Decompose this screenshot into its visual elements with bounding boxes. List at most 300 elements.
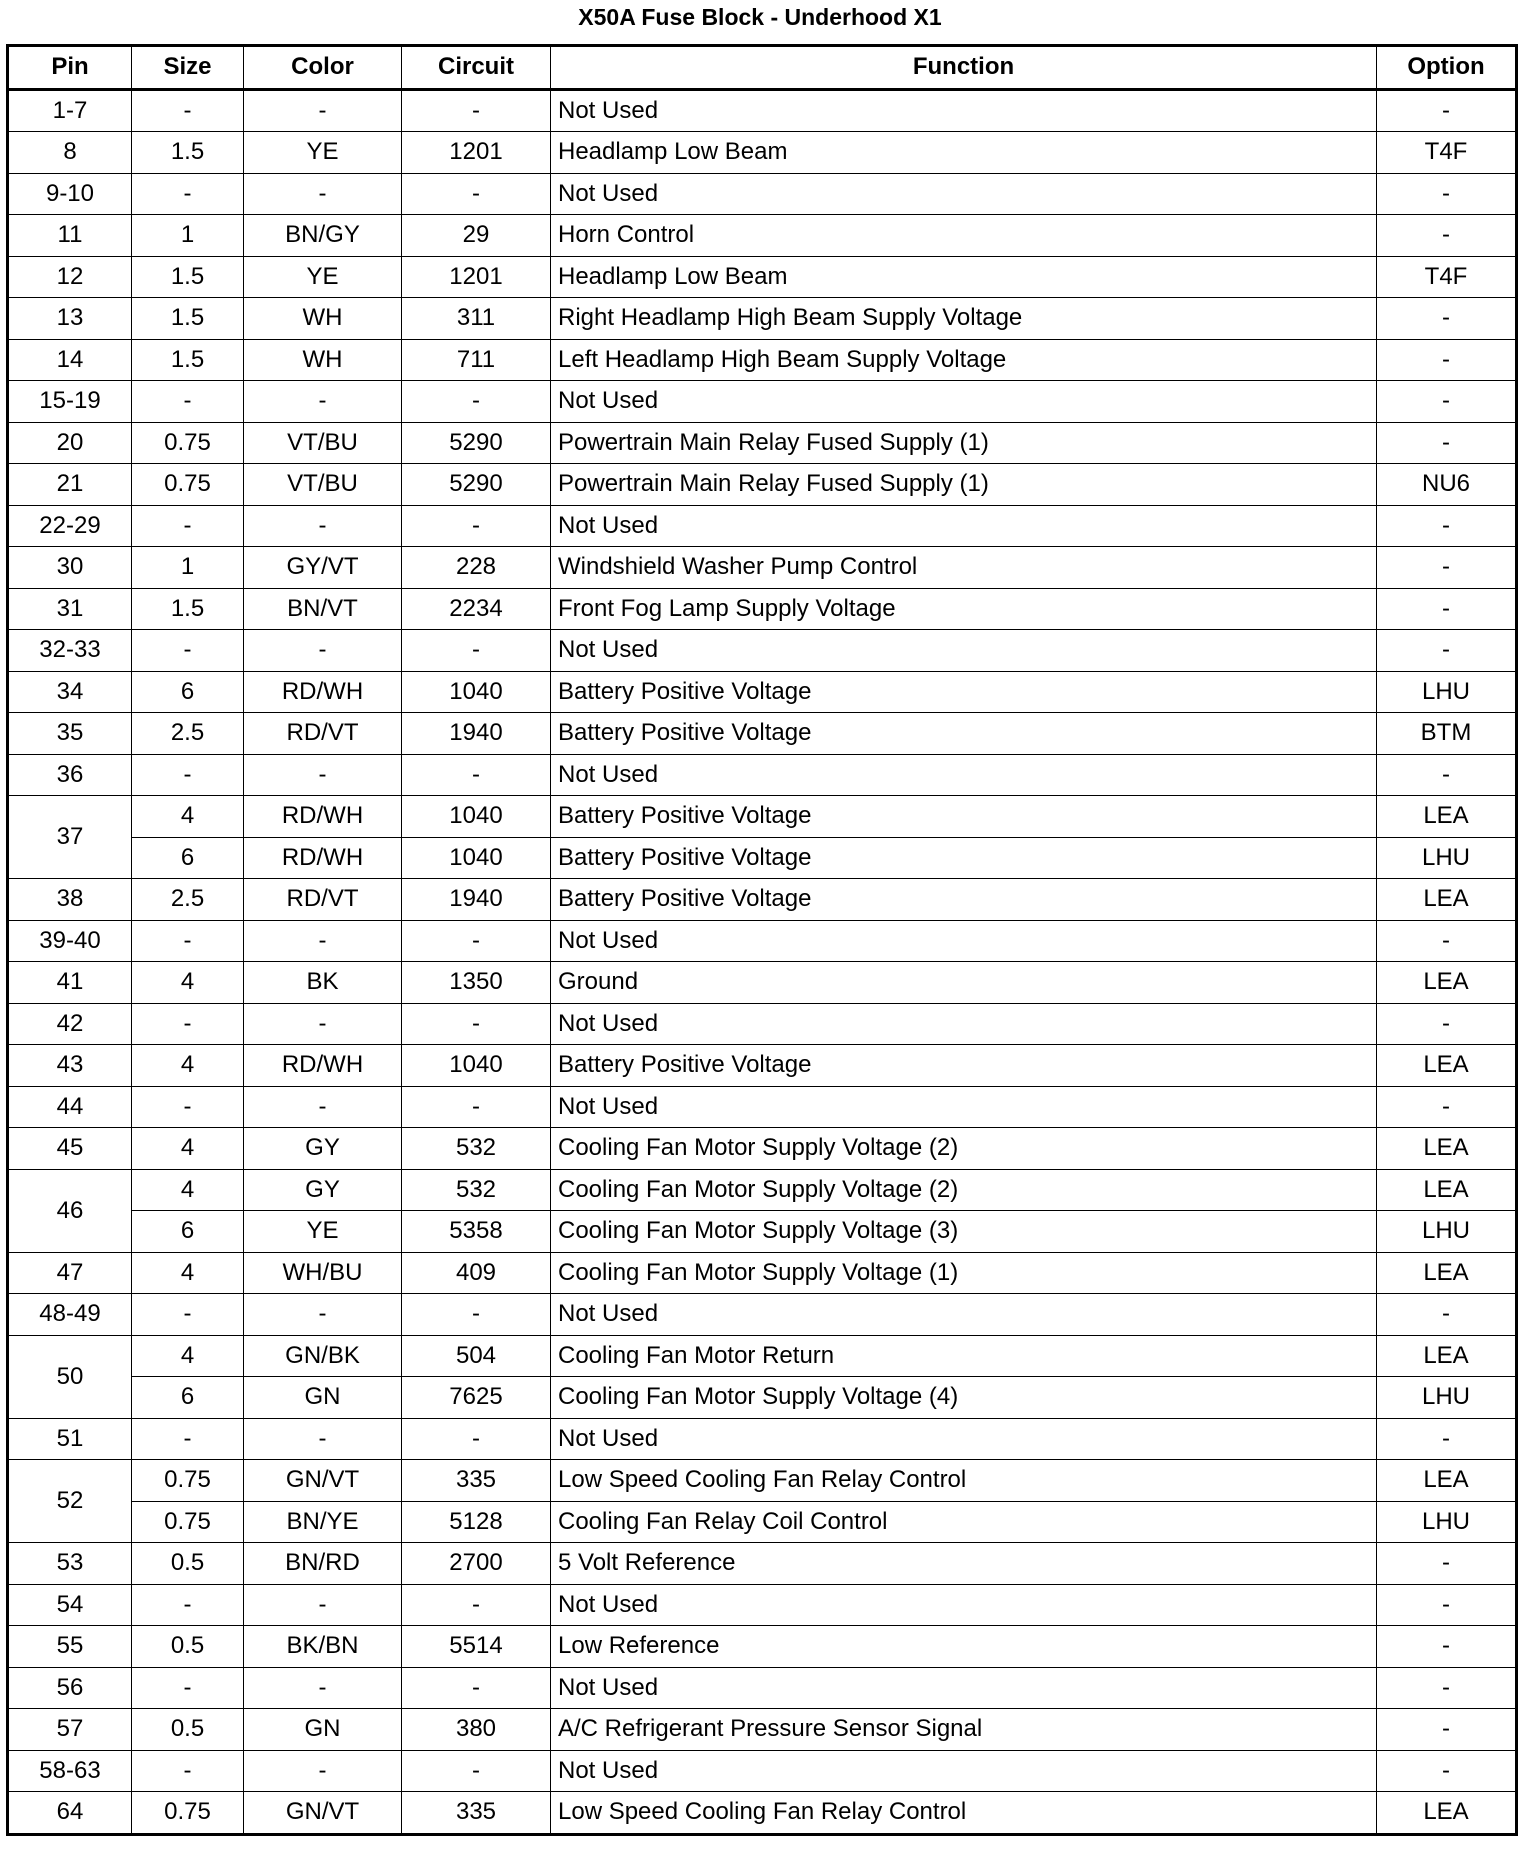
size-cell: - — [132, 173, 244, 215]
option-cell: - — [1377, 298, 1517, 340]
pin-cell: 32-33 — [8, 630, 132, 672]
function-cell: Battery Positive Voltage — [551, 796, 1377, 838]
pin-cell: 15-19 — [8, 381, 132, 423]
circuit-cell: - — [402, 1086, 551, 1128]
circuit-cell: - — [402, 1667, 551, 1709]
function-cell: Headlamp Low Beam — [551, 256, 1377, 298]
pin-cell: 51 — [8, 1418, 132, 1460]
function-cell: Cooling Fan Motor Supply Voltage (4) — [551, 1377, 1377, 1419]
function-cell: Not Used — [551, 1294, 1377, 1336]
function-cell: Cooling Fan Relay Coil Control — [551, 1501, 1377, 1543]
option-cell: LEA — [1377, 1252, 1517, 1294]
color-cell: WH/BU — [244, 1252, 402, 1294]
circuit-cell: 711 — [402, 339, 551, 381]
table-row — [8, 837, 1517, 879]
option-cell: - — [1377, 547, 1517, 589]
color-cell: RD/WH — [244, 837, 402, 879]
pin-cell: 58-63 — [8, 1750, 132, 1792]
color-cell: - — [244, 754, 402, 796]
pin-cell: 55 — [8, 1626, 132, 1668]
function-cell: Not Used — [551, 1667, 1377, 1709]
table-row — [8, 464, 1517, 506]
circuit-cell: - — [402, 630, 551, 672]
pin-cell: 54 — [8, 1584, 132, 1626]
circuit-cell: 532 — [402, 1128, 551, 1170]
table-row — [8, 505, 1517, 547]
circuit-cell: 335 — [402, 1792, 551, 1835]
circuit-cell: 1940 — [402, 713, 551, 755]
option-cell: LEA — [1377, 1128, 1517, 1170]
option-cell: - — [1377, 1626, 1517, 1668]
option-cell: LEA — [1377, 1460, 1517, 1502]
size-cell: 0.75 — [132, 1792, 244, 1835]
color-cell: YE — [244, 132, 402, 174]
function-cell: Not Used — [551, 1584, 1377, 1626]
circuit-cell: 7625 — [402, 1377, 551, 1419]
circuit-cell: 380 — [402, 1709, 551, 1751]
table-row — [8, 1086, 1517, 1128]
color-cell: - — [244, 1750, 402, 1792]
size-cell: - — [132, 1086, 244, 1128]
color-cell: RD/WH — [244, 1045, 402, 1087]
pin-cell: 22-29 — [8, 505, 132, 547]
size-cell: - — [132, 89, 244, 132]
color-cell: VT/BU — [244, 464, 402, 506]
table-row — [8, 1211, 1517, 1253]
table-row — [8, 588, 1517, 630]
option-cell: - — [1377, 1543, 1517, 1585]
table-row — [8, 1460, 1517, 1502]
circuit-cell: 2700 — [402, 1543, 551, 1585]
size-cell: 1.5 — [132, 298, 244, 340]
pin-cell: 48-49 — [8, 1294, 132, 1336]
color-cell: - — [244, 1086, 402, 1128]
table-row — [8, 1252, 1517, 1294]
option-cell: - — [1377, 505, 1517, 547]
color-cell: RD/WH — [244, 671, 402, 713]
size-cell: 4 — [132, 1335, 244, 1377]
function-cell: Not Used — [551, 754, 1377, 796]
option-cell: LEA — [1377, 1792, 1517, 1835]
table-row — [8, 256, 1517, 298]
size-cell: 0.5 — [132, 1709, 244, 1751]
function-cell: Not Used — [551, 381, 1377, 423]
option-cell: - — [1377, 89, 1517, 132]
function-cell: Battery Positive Voltage — [551, 1045, 1377, 1087]
table-row — [8, 962, 1517, 1004]
circuit-cell: - — [402, 1584, 551, 1626]
circuit-cell: - — [402, 1294, 551, 1336]
size-cell: 6 — [132, 1211, 244, 1253]
color-cell: - — [244, 1003, 402, 1045]
circuit-cell: - — [402, 1003, 551, 1045]
function-cell: Cooling Fan Motor Return — [551, 1335, 1377, 1377]
color-cell: - — [244, 1584, 402, 1626]
color-cell: BN/RD — [244, 1543, 402, 1585]
function-cell: A/C Refrigerant Pressure Sensor Signal — [551, 1709, 1377, 1751]
function-cell: Cooling Fan Motor Supply Voltage (1) — [551, 1252, 1377, 1294]
color-cell: GN/BK — [244, 1335, 402, 1377]
color-column-header: Color — [244, 46, 402, 90]
option-cell: - — [1377, 1750, 1517, 1792]
pin-cell: 9-10 — [8, 173, 132, 215]
table-row — [8, 1667, 1517, 1709]
function-cell: Battery Positive Voltage — [551, 879, 1377, 921]
table-row — [8, 1418, 1517, 1460]
circuit-cell: 5290 — [402, 422, 551, 464]
size-cell: 6 — [132, 671, 244, 713]
table-row — [8, 920, 1517, 962]
pin-cell: 41 — [8, 962, 132, 1004]
size-cell: 0.75 — [132, 1460, 244, 1502]
table-row — [8, 1626, 1517, 1668]
table-row — [8, 547, 1517, 589]
pin-cell: 39-40 — [8, 920, 132, 962]
option-cell: - — [1377, 1086, 1517, 1128]
circuit-cell: 1201 — [402, 256, 551, 298]
pin-cell: 35 — [8, 713, 132, 755]
circuit-cell: 228 — [402, 547, 551, 589]
option-cell: LHU — [1377, 1211, 1517, 1253]
size-cell: 6 — [132, 1377, 244, 1419]
color-cell: RD/WH — [244, 796, 402, 838]
color-cell: - — [244, 630, 402, 672]
pin-cell: 57 — [8, 1709, 132, 1751]
table-row — [8, 1003, 1517, 1045]
circuit-cell: 1040 — [402, 1045, 551, 1087]
pin-cell: 46 — [8, 1169, 132, 1252]
color-cell: RD/VT — [244, 879, 402, 921]
color-cell: YE — [244, 1211, 402, 1253]
table-row — [8, 1045, 1517, 1087]
circuit-cell: 1940 — [402, 879, 551, 921]
option-cell: NU6 — [1377, 464, 1517, 506]
table-row — [8, 796, 1517, 838]
function-cell: Low Speed Cooling Fan Relay Control — [551, 1460, 1377, 1502]
pin-column-header: Pin — [8, 46, 132, 90]
table-row — [8, 298, 1517, 340]
color-cell: - — [244, 920, 402, 962]
size-cell: - — [132, 381, 244, 423]
color-cell: GN — [244, 1377, 402, 1419]
pin-cell: 43 — [8, 1045, 132, 1087]
size-cell: 2.5 — [132, 713, 244, 755]
pin-cell: 56 — [8, 1667, 132, 1709]
header-row — [8, 46, 1517, 90]
pin-cell: 34 — [8, 671, 132, 713]
option-cell: LEA — [1377, 1045, 1517, 1087]
function-cell: Powertrain Main Relay Fused Supply (1) — [551, 464, 1377, 506]
function-cell: Not Used — [551, 89, 1377, 132]
table-row — [8, 1584, 1517, 1626]
pin-cell: 36 — [8, 754, 132, 796]
function-cell: Front Fog Lamp Supply Voltage — [551, 588, 1377, 630]
function-cell: Horn Control — [551, 215, 1377, 257]
option-cell: LHU — [1377, 837, 1517, 879]
circuit-cell: 1201 — [402, 132, 551, 174]
function-cell: Not Used — [551, 1418, 1377, 1460]
option-cell: T4F — [1377, 256, 1517, 298]
function-cell: Powertrain Main Relay Fused Supply (1) — [551, 422, 1377, 464]
table-row — [8, 1709, 1517, 1751]
function-cell: Headlamp Low Beam — [551, 132, 1377, 174]
pin-cell: 30 — [8, 547, 132, 589]
table-row — [8, 1792, 1517, 1835]
option-cell: - — [1377, 215, 1517, 257]
function-cell: Not Used — [551, 630, 1377, 672]
function-cell: Low Speed Cooling Fan Relay Control — [551, 1792, 1377, 1835]
color-cell: BK — [244, 962, 402, 1004]
size-cell: 1.5 — [132, 256, 244, 298]
table-row — [8, 713, 1517, 755]
color-cell: - — [244, 1418, 402, 1460]
table-row — [8, 1294, 1517, 1336]
pin-cell: 31 — [8, 588, 132, 630]
size-cell: - — [132, 754, 244, 796]
option-cell: - — [1377, 422, 1517, 464]
option-column-header: Option — [1377, 46, 1517, 90]
size-cell: 6 — [132, 837, 244, 879]
size-cell: 0.75 — [132, 1501, 244, 1543]
circuit-cell: - — [402, 1418, 551, 1460]
option-cell: - — [1377, 1418, 1517, 1460]
circuit-cell: - — [402, 754, 551, 796]
pin-cell: 11 — [8, 215, 132, 257]
function-cell: Cooling Fan Motor Supply Voltage (3) — [551, 1211, 1377, 1253]
pin-cell: 50 — [8, 1335, 132, 1418]
color-cell: GN/VT — [244, 1460, 402, 1502]
function-cell: Not Used — [551, 505, 1377, 547]
circuit-cell: 5514 — [402, 1626, 551, 1668]
table-row — [8, 132, 1517, 174]
size-cell: - — [132, 1584, 244, 1626]
function-cell: Ground — [551, 962, 1377, 1004]
color-cell: BK/BN — [244, 1626, 402, 1668]
size-cell: 0.75 — [132, 422, 244, 464]
size-cell: 4 — [132, 1128, 244, 1170]
option-cell: - — [1377, 920, 1517, 962]
table-row — [8, 754, 1517, 796]
option-cell: LEA — [1377, 1169, 1517, 1211]
option-cell: LEA — [1377, 1335, 1517, 1377]
option-cell: LHU — [1377, 1377, 1517, 1419]
size-cell: - — [132, 920, 244, 962]
circuit-cell: 1350 — [402, 962, 551, 1004]
color-cell: BN/YE — [244, 1501, 402, 1543]
table-header — [8, 46, 1517, 90]
color-cell: GN — [244, 1709, 402, 1751]
function-cell: Battery Positive Voltage — [551, 671, 1377, 713]
page-title: X50A Fuse Block - Underhood X1 — [578, 4, 942, 30]
table-row — [8, 1750, 1517, 1792]
table-body — [8, 89, 1517, 1834]
size-cell: 4 — [132, 796, 244, 838]
option-cell: LEA — [1377, 796, 1517, 838]
color-cell: GY/VT — [244, 547, 402, 589]
circuit-cell: - — [402, 173, 551, 215]
size-cell: - — [132, 1003, 244, 1045]
function-cell: Left Headlamp High Beam Supply Voltage — [551, 339, 1377, 381]
function-cell: Not Used — [551, 1750, 1377, 1792]
circuit-cell: 504 — [402, 1335, 551, 1377]
table-row — [8, 1169, 1517, 1211]
circuit-cell: 5128 — [402, 1501, 551, 1543]
option-cell: - — [1377, 1667, 1517, 1709]
function-cell: Right Headlamp High Beam Supply Voltage — [551, 298, 1377, 340]
table-row — [8, 1501, 1517, 1543]
circuit-cell: - — [402, 89, 551, 132]
color-cell: GY — [244, 1169, 402, 1211]
circuit-cell: 1040 — [402, 837, 551, 879]
pin-table — [6, 44, 1518, 1836]
pin-cell: 64 — [8, 1792, 132, 1835]
color-cell: - — [244, 173, 402, 215]
color-cell: YE — [244, 256, 402, 298]
color-cell: WH — [244, 339, 402, 381]
size-cell: 4 — [132, 1169, 244, 1211]
pin-cell: 37 — [8, 796, 132, 879]
color-cell: - — [244, 381, 402, 423]
size-cell: 1 — [132, 547, 244, 589]
option-cell: - — [1377, 630, 1517, 672]
circuit-cell: 335 — [402, 1460, 551, 1502]
size-cell: 0.5 — [132, 1626, 244, 1668]
circuit-column-header: Circuit — [402, 46, 551, 90]
pin-cell: 14 — [8, 339, 132, 381]
option-cell: - — [1377, 1584, 1517, 1626]
option-cell: LHU — [1377, 671, 1517, 713]
size-cell: 4 — [132, 962, 244, 1004]
size-cell: 2.5 — [132, 879, 244, 921]
function-cell: Windshield Washer Pump Control — [551, 547, 1377, 589]
function-cell: Battery Positive Voltage — [551, 713, 1377, 755]
color-cell: VT/BU — [244, 422, 402, 464]
circuit-cell: 311 — [402, 298, 551, 340]
size-cell: 4 — [132, 1045, 244, 1087]
color-cell: - — [244, 1294, 402, 1336]
option-cell: BTM — [1377, 713, 1517, 755]
size-cell: 1 — [132, 215, 244, 257]
pin-cell: 52 — [8, 1460, 132, 1543]
function-cell: Not Used — [551, 1003, 1377, 1045]
pin-cell: 47 — [8, 1252, 132, 1294]
function-cell: Not Used — [551, 920, 1377, 962]
option-cell: - — [1377, 1003, 1517, 1045]
function-cell: Not Used — [551, 173, 1377, 215]
function-cell: Low Reference — [551, 1626, 1377, 1668]
color-cell: - — [244, 89, 402, 132]
pin-cell: 13 — [8, 298, 132, 340]
table-row — [8, 879, 1517, 921]
option-cell: - — [1377, 173, 1517, 215]
color-cell: WH — [244, 298, 402, 340]
pin-cell: 1-7 — [8, 89, 132, 132]
color-cell: GN/VT — [244, 1792, 402, 1835]
option-cell: - — [1377, 339, 1517, 381]
option-cell: - — [1377, 754, 1517, 796]
function-cell: Cooling Fan Motor Supply Voltage (2) — [551, 1169, 1377, 1211]
color-cell: GY — [244, 1128, 402, 1170]
table-row — [8, 1128, 1517, 1170]
option-cell: - — [1377, 381, 1517, 423]
circuit-cell: 5358 — [402, 1211, 551, 1253]
option-cell: - — [1377, 1709, 1517, 1751]
pin-cell: 12 — [8, 256, 132, 298]
pin-cell: 42 — [8, 1003, 132, 1045]
circuit-cell: - — [402, 381, 551, 423]
option-cell: - — [1377, 588, 1517, 630]
size-cell: 0.5 — [132, 1543, 244, 1585]
size-cell: - — [132, 630, 244, 672]
circuit-cell: 409 — [402, 1252, 551, 1294]
table-row — [8, 1377, 1517, 1419]
size-cell: - — [132, 1418, 244, 1460]
table-row — [8, 215, 1517, 257]
circuit-cell: - — [402, 1750, 551, 1792]
function-cell: Not Used — [551, 1086, 1377, 1128]
pin-cell: 38 — [8, 879, 132, 921]
size-cell: - — [132, 1294, 244, 1336]
table-row — [8, 1543, 1517, 1585]
size-column-header: Size — [132, 46, 244, 90]
option-cell: LEA — [1377, 879, 1517, 921]
pin-cell: 45 — [8, 1128, 132, 1170]
circuit-cell: 5290 — [402, 464, 551, 506]
table-row — [8, 422, 1517, 464]
circuit-cell: - — [402, 920, 551, 962]
table-row — [8, 89, 1517, 132]
table-row — [8, 1335, 1517, 1377]
size-cell: 1.5 — [132, 588, 244, 630]
size-cell: - — [132, 505, 244, 547]
pin-cell: 20 — [8, 422, 132, 464]
table-row — [8, 630, 1517, 672]
size-cell: - — [132, 1750, 244, 1792]
table-row — [8, 671, 1517, 713]
table-row — [8, 381, 1517, 423]
option-cell: LEA — [1377, 962, 1517, 1004]
color-cell: - — [244, 505, 402, 547]
table-row — [8, 173, 1517, 215]
color-cell: BN/GY — [244, 215, 402, 257]
pin-cell: 8 — [8, 132, 132, 174]
color-cell: BN/VT — [244, 588, 402, 630]
color-cell: RD/VT — [244, 713, 402, 755]
circuit-cell: 1040 — [402, 796, 551, 838]
size-cell: 4 — [132, 1252, 244, 1294]
function-cell: Cooling Fan Motor Supply Voltage (2) — [551, 1128, 1377, 1170]
circuit-cell: 532 — [402, 1169, 551, 1211]
table-row — [8, 339, 1517, 381]
option-cell: T4F — [1377, 132, 1517, 174]
circuit-cell: 29 — [402, 215, 551, 257]
pin-cell: 53 — [8, 1543, 132, 1585]
size-cell: 1.5 — [132, 132, 244, 174]
function-cell: 5 Volt Reference — [551, 1543, 1377, 1585]
circuit-cell: 1040 — [402, 671, 551, 713]
size-cell: 1.5 — [132, 339, 244, 381]
size-cell: - — [132, 1667, 244, 1709]
color-cell: - — [244, 1667, 402, 1709]
circuit-cell: - — [402, 505, 551, 547]
pin-cell: 44 — [8, 1086, 132, 1128]
pin-cell: 21 — [8, 464, 132, 506]
option-cell: LHU — [1377, 1501, 1517, 1543]
circuit-cell: 2234 — [402, 588, 551, 630]
option-cell: - — [1377, 1294, 1517, 1336]
function-cell: Battery Positive Voltage — [551, 837, 1377, 879]
function-column-header: Function — [551, 46, 1377, 90]
